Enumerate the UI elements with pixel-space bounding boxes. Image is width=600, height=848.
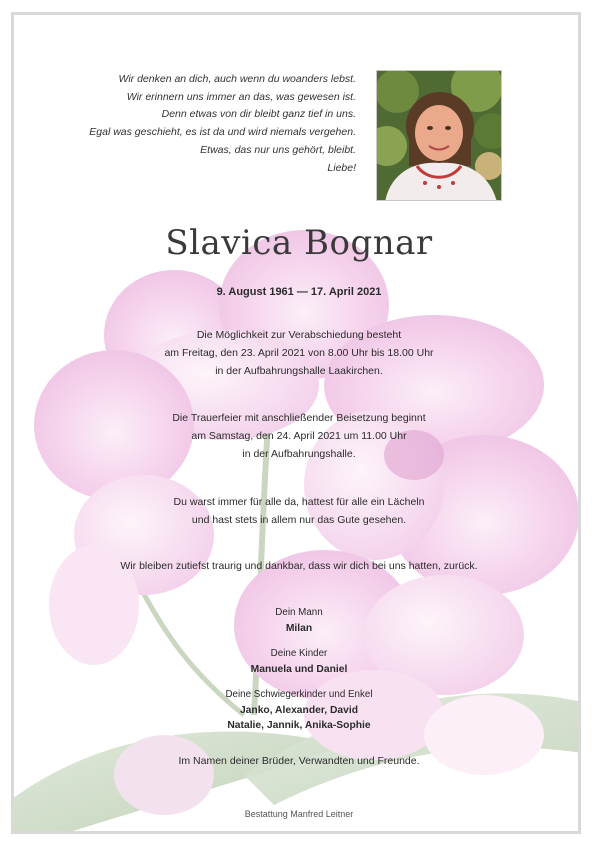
page-frame	[11, 12, 581, 834]
children-label: Deine Kinder	[270, 648, 328, 659]
poem-line: Egal was geschieht, es ist da und wird niemals vergehen.	[89, 126, 356, 139]
husband-group	[14, 605, 581, 637]
tribute-line: Du warst immer für alle da, hattest für alle ein Lächeln	[173, 496, 425, 508]
closing-text: Im Namen deiner Brüder, Verwandten und Freunde.	[178, 755, 420, 767]
tribute-text	[14, 493, 581, 529]
farewell-line: in der Aufbahrungshalle Laakirchen.	[215, 365, 383, 377]
portrait-photo	[376, 70, 502, 201]
poem-line: Liebe!	[327, 161, 356, 174]
funeral-line: Die Trauerfeier mit anschließender Beisetzung beginnt	[172, 412, 426, 424]
sorrow-text: Wir bleiben zutiefst traurig und dankbar, dass wir dich bei uns hatten, zurück.	[120, 560, 478, 572]
inlaws-label: Deine Schwiegerkinder und Enkel	[225, 689, 373, 700]
children-group	[14, 646, 581, 678]
inlaws-grandchildren-group	[14, 687, 581, 734]
funeral-line: in der Aufbahrungshalle.	[242, 448, 356, 460]
children-names: Manuela und Daniel	[250, 664, 348, 675]
tribute-line: und hast stets in allem nur das Gute gesehen.	[191, 514, 407, 526]
grandchildren-names: Natalie, Jannik, Anika-Sophie	[227, 720, 371, 731]
farewell-line: am Freitag, den 23. April 2021 von 8.00 Uhr bis 18.00 Uhr	[164, 347, 434, 359]
funeral-line: am Samstag, den 24. April 2021 um 11.00 Uhr	[191, 430, 407, 442]
poem-line: Wir erinnern uns immer an das, was gewesen ist.	[126, 90, 356, 103]
funeral-home-credit: Bestattung Manfred Leitner	[244, 809, 354, 819]
inlaws-names: Janko, Alexander, David	[239, 704, 359, 716]
deceased-name: Slavica Bognar	[165, 223, 433, 263]
farewell-line: Die Möglichkeit zur Verabschiedung besteht	[196, 329, 402, 341]
poem-line: Etwas, das nur uns gehört, bleibt.	[200, 143, 356, 156]
poem-line: Denn etwas von dir bleibt ganz tief in uns.	[161, 108, 356, 121]
poem-line: Wir denken an dich, auch wenn du woanders lebst.	[118, 73, 356, 85]
funeral-info	[14, 409, 581, 463]
farewell-info	[14, 326, 581, 380]
life-dates: 9. August 1961 — 17. April 2021	[216, 286, 382, 298]
husband-label: Dein Mann	[275, 607, 323, 618]
poem	[16, 71, 356, 177]
husband-name: Milan	[285, 623, 313, 634]
